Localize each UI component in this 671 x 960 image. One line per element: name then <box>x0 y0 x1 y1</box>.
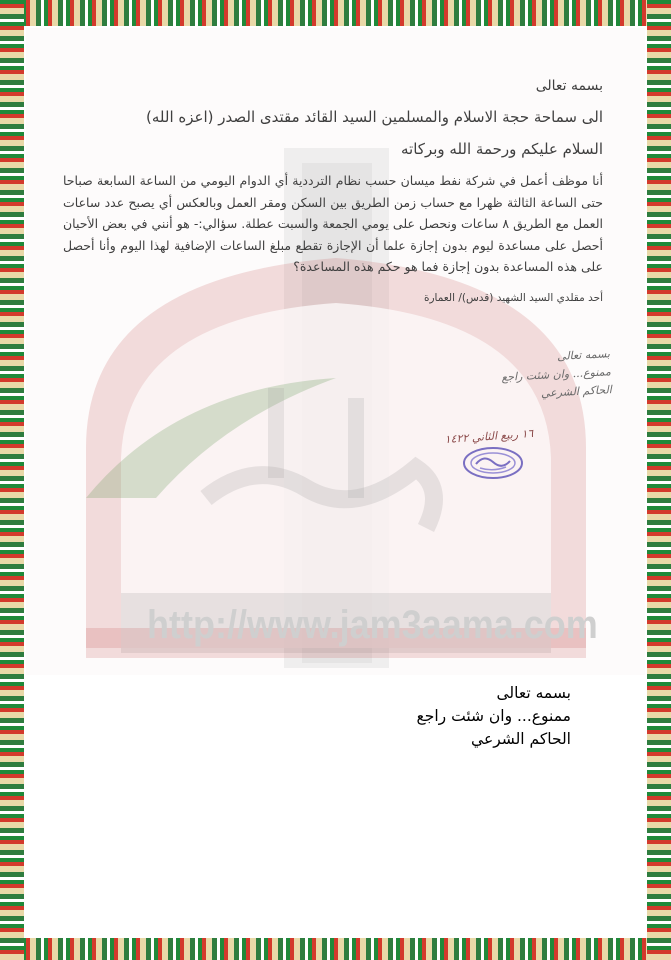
answer-line: ممنوع... وان شئت راجع <box>416 707 571 725</box>
letter-paper <box>26 28 645 675</box>
addressee-line: الى سماحة حجة الاسلام والمسلمين السيد القائد مقتدى الصدر (اعزه الله) <box>146 108 603 126</box>
typed-answer <box>271 682 571 751</box>
watermark-url: http://www.jam3aama.com <box>147 603 598 647</box>
answer-line: بسمه تعالى <box>496 684 571 702</box>
sender-signature: أحد مقلدي السيد الشهيد (قدس)/ العمارة <box>423 291 603 304</box>
handwritten-line: ممنوع... وان شئت راجع <box>501 365 612 384</box>
handwritten-line: الحاكم الشرعي <box>540 383 613 400</box>
greeting-line: السلام عليكم ورحمة الله وبركاته <box>401 140 603 158</box>
answer-line: الحاكم الشرعي <box>471 730 571 748</box>
letter-body <box>63 78 603 304</box>
decorative-border-right <box>647 0 671 960</box>
decorative-border-top <box>0 0 671 26</box>
salutation: بسمه تعالى <box>535 78 603 94</box>
decorative-border-bottom <box>0 938 671 960</box>
handwritten-line: بسمه تعالى <box>556 347 611 363</box>
question-paragraph: أنا موظف أعمل في شركة نفط ميسان حسب نظام الترددية أي الدوام اليومي من الساعة السابعة صباحا حتى الساعة الثالثة ظهرا مع حساب زمن الطريق بين السكن ومقر العمل وبالعكس أي يصبح عدد ساعات العمل مع الطريق ٨ ساعات ونحصل على يومي الجمعة والسبت عطلة. سؤالي:- هو أنني في بعض الأحيان أحصل على مساعدة ليوم بدون إجازة علما أن الإجازة تقطع مبلغ الساعات الإضافية لهذا اليوم وأنا أحصل على هذه المساعدة بدون إجازة فما هو حكم هذه المساعدة؟ <box>63 173 603 274</box>
handwritten-date: ١٦ ربيع الثاني ١٤٢٢ <box>444 426 534 447</box>
handwritten-reply <box>425 345 613 409</box>
decorative-border-left <box>0 0 24 960</box>
office-seal-icon <box>462 446 524 480</box>
